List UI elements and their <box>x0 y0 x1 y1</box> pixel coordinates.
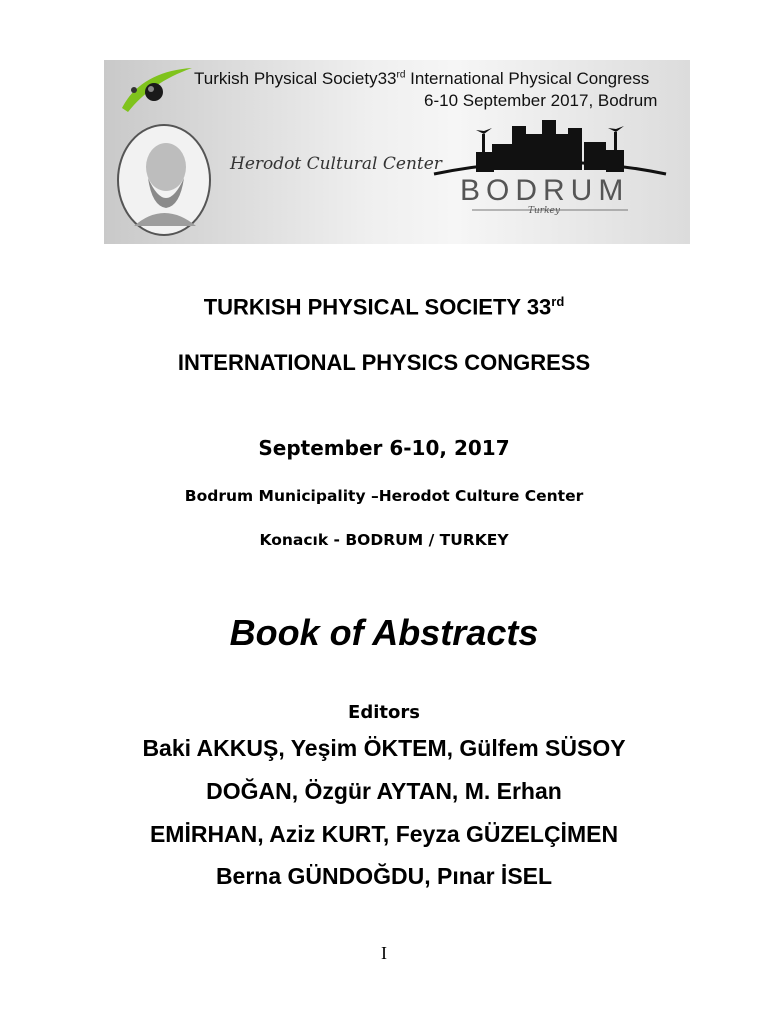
banner-venue-script: Herodot Cultural Center <box>230 154 442 174</box>
congress-title-line2: INTERNATIONAL PHYSICS CONGRESS <box>177 350 591 375</box>
society-logo-icon <box>114 64 194 120</box>
editors-heading: Editors <box>348 702 420 723</box>
editors-line: Berna GÜNDOĞDU, Pınar İSEL <box>215 863 553 889</box>
congress-title-line1: TURKISH PHYSICAL SOCIETY 33rd <box>203 294 565 320</box>
event-venue: Bodrum Municipality –Herodot Culture Center <box>184 487 584 505</box>
editors-line: Baki AKKUŞ, Yeşim ÖKTEM, Gülfem SÜSOY <box>142 735 626 761</box>
editors-line: EMİRHAN, Aziz KURT, Feyza GÜZELÇİMEN <box>149 821 619 847</box>
banner-title-line: Turkish Physical Society33rd International Physical Congress <box>194 69 650 88</box>
herodotus-portrait-icon <box>114 122 214 238</box>
banner-city-word: BODRUM <box>460 174 630 207</box>
event-date: September 6-10, 2017 <box>258 436 510 460</box>
editors-line: DOĞAN, Özgür AYTAN, M. Erhan <box>206 778 562 804</box>
banner-date-line: 6-10 September 2017, Bodrum <box>424 91 658 110</box>
congress-banner <box>104 60 690 244</box>
event-location: Konacık - BODRUM / TURKEY <box>259 531 509 549</box>
page-number: I <box>381 943 387 963</box>
book-title: Book of Abstracts <box>229 612 539 653</box>
banner-country-word: Turkey <box>528 206 560 216</box>
